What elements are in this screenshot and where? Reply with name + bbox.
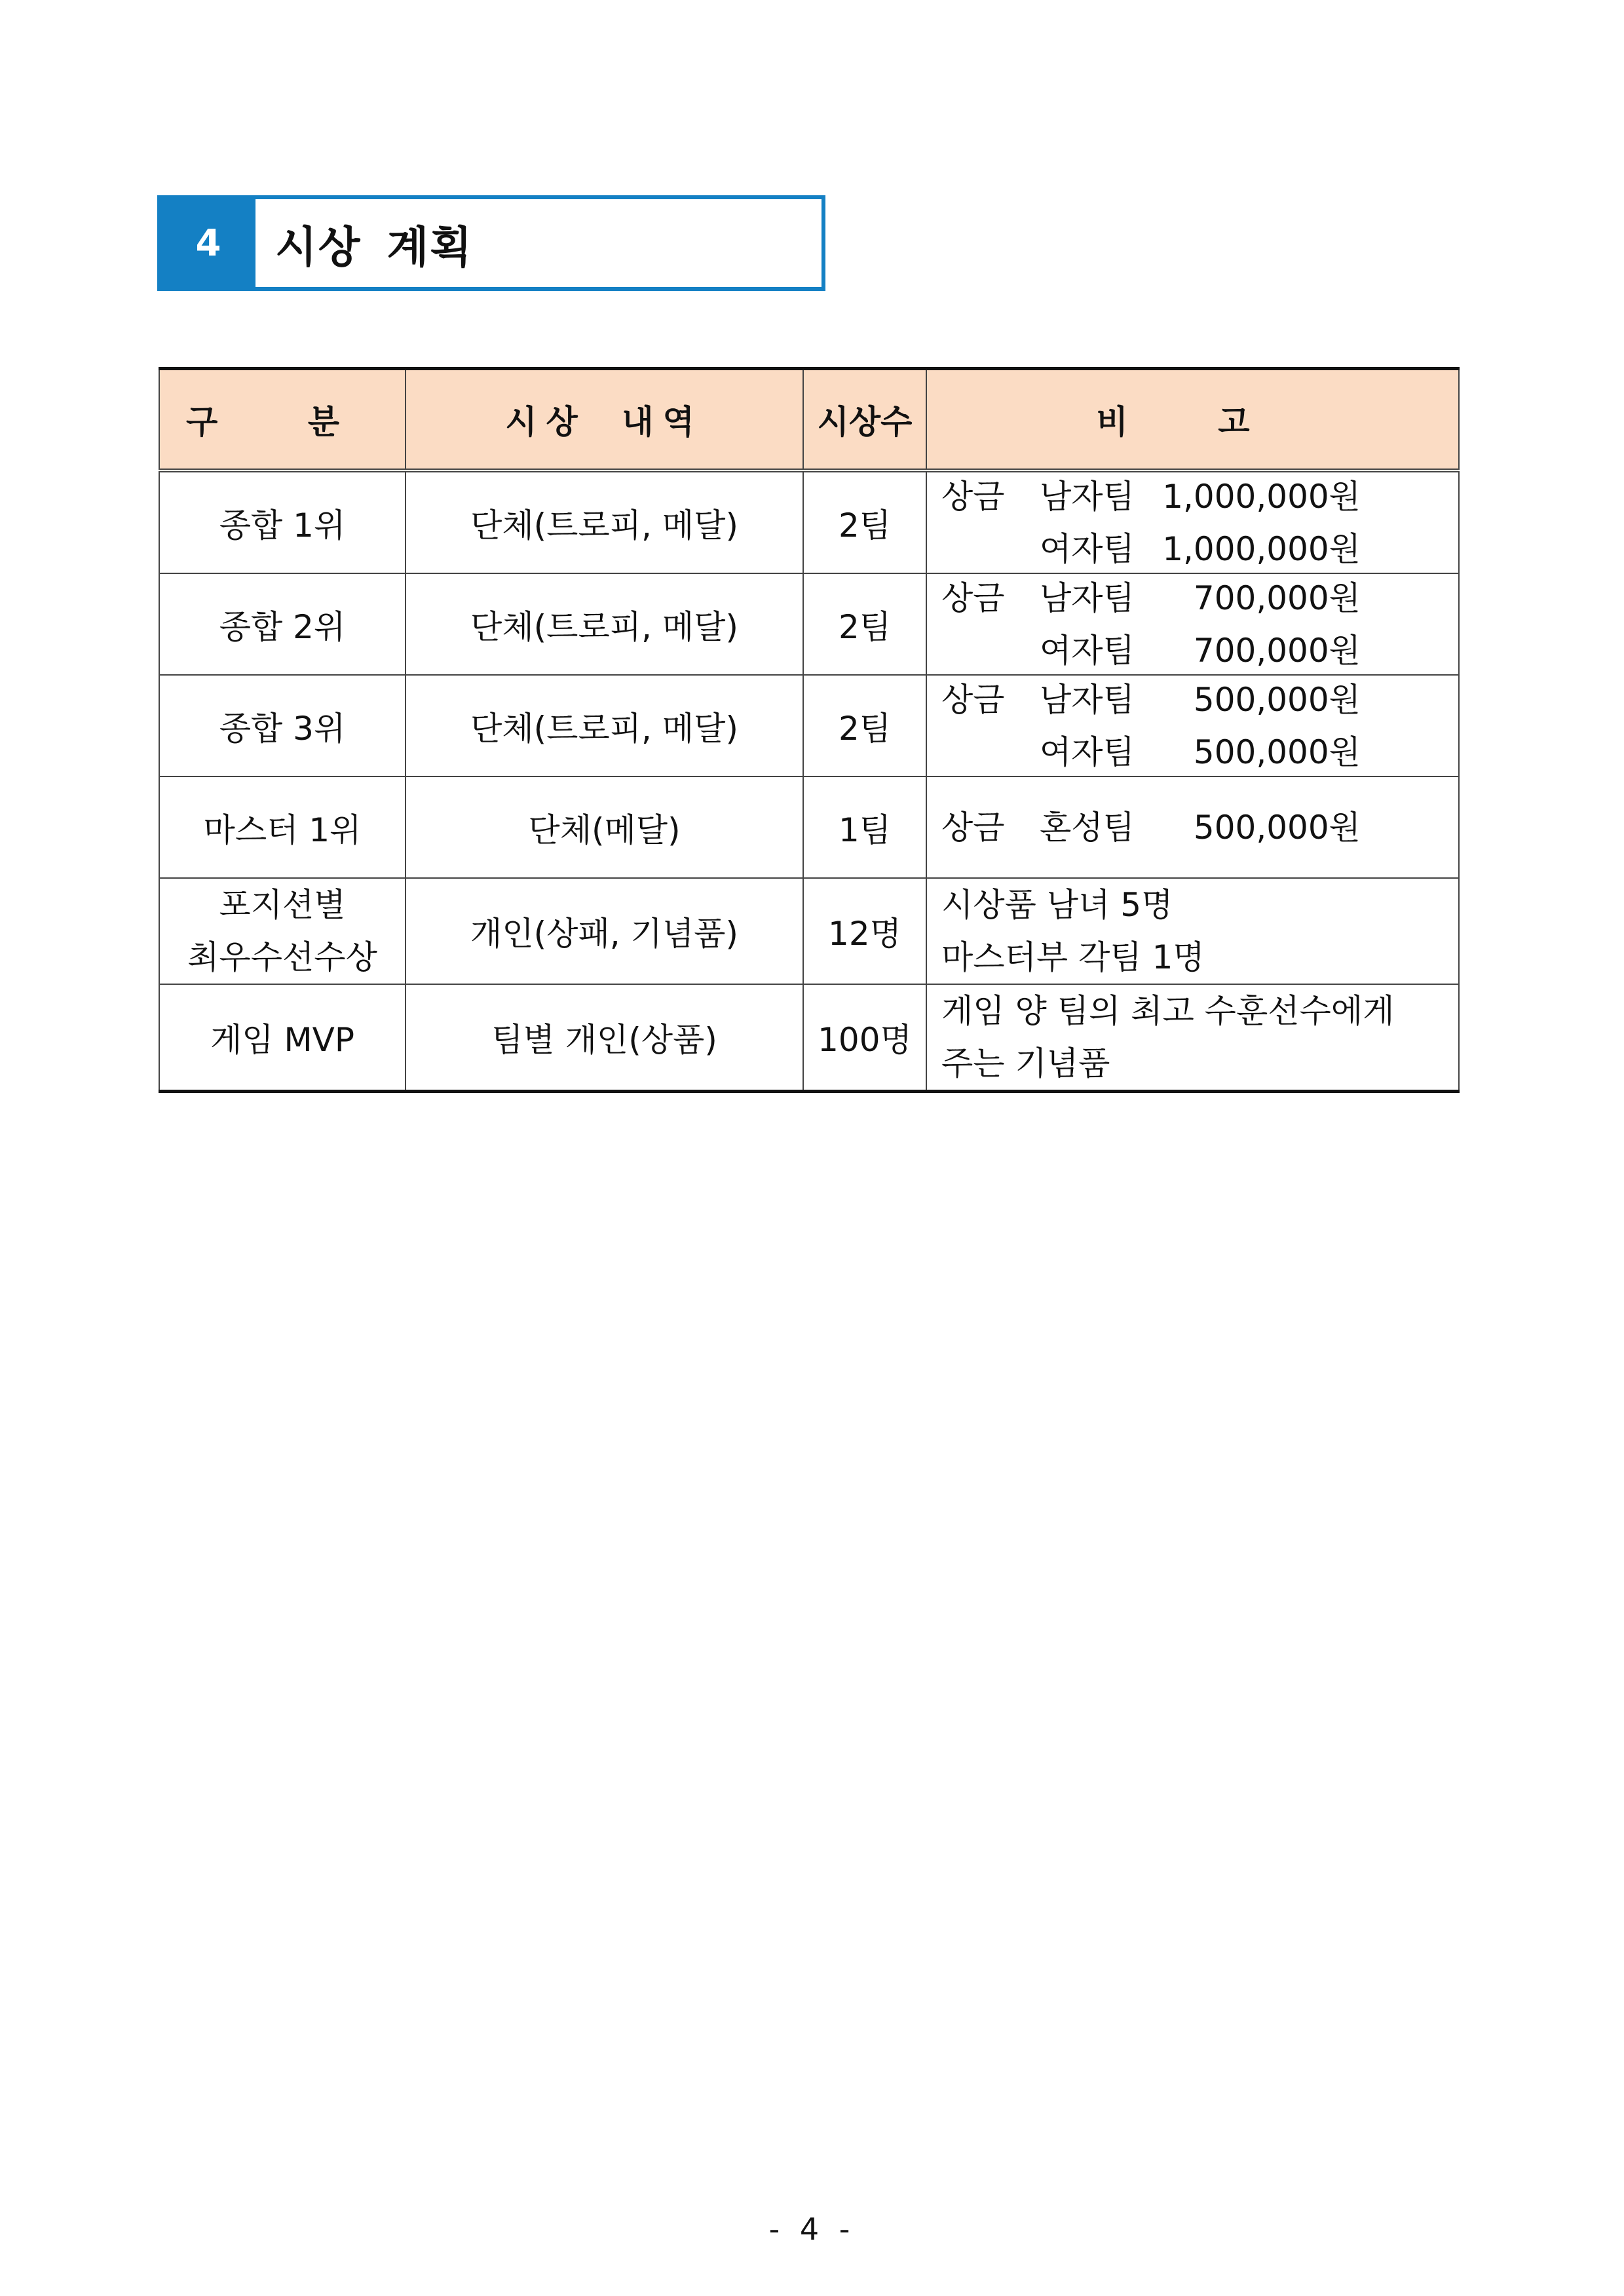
table-body: [159, 470, 1459, 1092]
row-description: 단체(트로피, 메달): [406, 470, 803, 573]
row-category: 종합 1위: [159, 470, 406, 573]
prize-amount: 700,000원: [1193, 579, 1361, 617]
prize-amount: 500,000원: [1193, 733, 1361, 771]
table-row: [159, 470, 1459, 573]
row-category: 게임 MVP: [159, 984, 406, 1092]
prize-team: 여자팀: [1040, 733, 1135, 771]
row-description: 팀별 개인(상품): [406, 984, 803, 1092]
row-note: [926, 878, 1459, 984]
section-title: 시상 계획: [275, 221, 474, 273]
note-line: 시상품 남녀 5명: [941, 886, 1173, 924]
prize-team: 남자팀: [1040, 477, 1135, 516]
header-note: 비 고: [926, 369, 1459, 471]
table-row: [159, 675, 1459, 776]
row-category: 종합 3위: [159, 675, 406, 776]
prize-list: [941, 474, 1458, 572]
row-note: [926, 776, 1459, 878]
note-line: 게임 양 팀의 최고 수훈선수에게: [941, 992, 1395, 1030]
table-header-row: [159, 369, 1459, 471]
table-header: [159, 369, 1459, 471]
prize-amount: 1,000,000원: [1162, 529, 1361, 568]
header-category: 구 분: [159, 369, 406, 471]
row-description: 단체(트로피, 메달): [406, 675, 803, 776]
header-description: 시상 내역: [406, 369, 803, 471]
prize-team: 여자팀: [1040, 631, 1135, 670]
page-number: - 4 -: [768, 2211, 856, 2247]
row-category: 종합 2위: [159, 573, 406, 675]
row-category-line: 최우수선수상: [187, 938, 377, 976]
row-description: 단체(트로피, 메달): [406, 573, 803, 675]
note-lines: [941, 879, 1458, 984]
prize-label: 상금: [941, 579, 1005, 617]
row-note: [926, 675, 1459, 776]
prize-list: [941, 805, 1458, 851]
prize-list: [941, 575, 1458, 674]
row-note: [926, 470, 1459, 573]
prize-amount: 1,000,000원: [1162, 477, 1361, 516]
table-row: [159, 984, 1459, 1092]
row-category-line: 포지션별: [219, 886, 346, 924]
prize-label: 상금: [941, 477, 1005, 516]
row-description: 개인(상패, 기념품): [406, 878, 803, 984]
prize-label: 상금: [941, 808, 1005, 847]
row-count: 12명: [803, 878, 926, 984]
prize-team: 남자팀: [1040, 579, 1135, 617]
section-header: [157, 195, 825, 291]
table-row: [159, 573, 1459, 675]
row-count: 100명: [803, 984, 926, 1092]
prize-label: 상금: [941, 680, 1005, 719]
prize-list: [941, 677, 1458, 775]
row-count: 2팀: [803, 470, 926, 573]
note-line: 주는 기념품: [941, 1044, 1110, 1082]
prize-amount: 700,000원: [1193, 631, 1361, 670]
row-note: [926, 984, 1459, 1092]
row-note: [926, 573, 1459, 675]
row-category: [159, 878, 406, 984]
note-line: 마스터부 각팀 1명: [941, 938, 1205, 976]
prize-team: 여자팀: [1040, 529, 1135, 568]
table-row: [159, 878, 1459, 984]
prize-team: 남자팀: [1040, 680, 1135, 719]
row-category: 마스터 1위: [159, 776, 406, 878]
header-count: 시상수: [803, 369, 926, 471]
section-number: 4: [161, 199, 255, 287]
row-count: 2팀: [803, 573, 926, 675]
prize-amount: 500,000원: [1193, 680, 1361, 719]
table-row: [159, 776, 1459, 878]
row-count: 1팀: [803, 776, 926, 878]
row-description: 단체(메달): [406, 776, 803, 878]
row-count: 2팀: [803, 675, 926, 776]
prize-amount: 500,000원: [1193, 808, 1361, 847]
award-plan-table: [159, 367, 1460, 1093]
prize-team: 혼성팀: [1040, 808, 1135, 847]
note-lines: [941, 985, 1458, 1090]
